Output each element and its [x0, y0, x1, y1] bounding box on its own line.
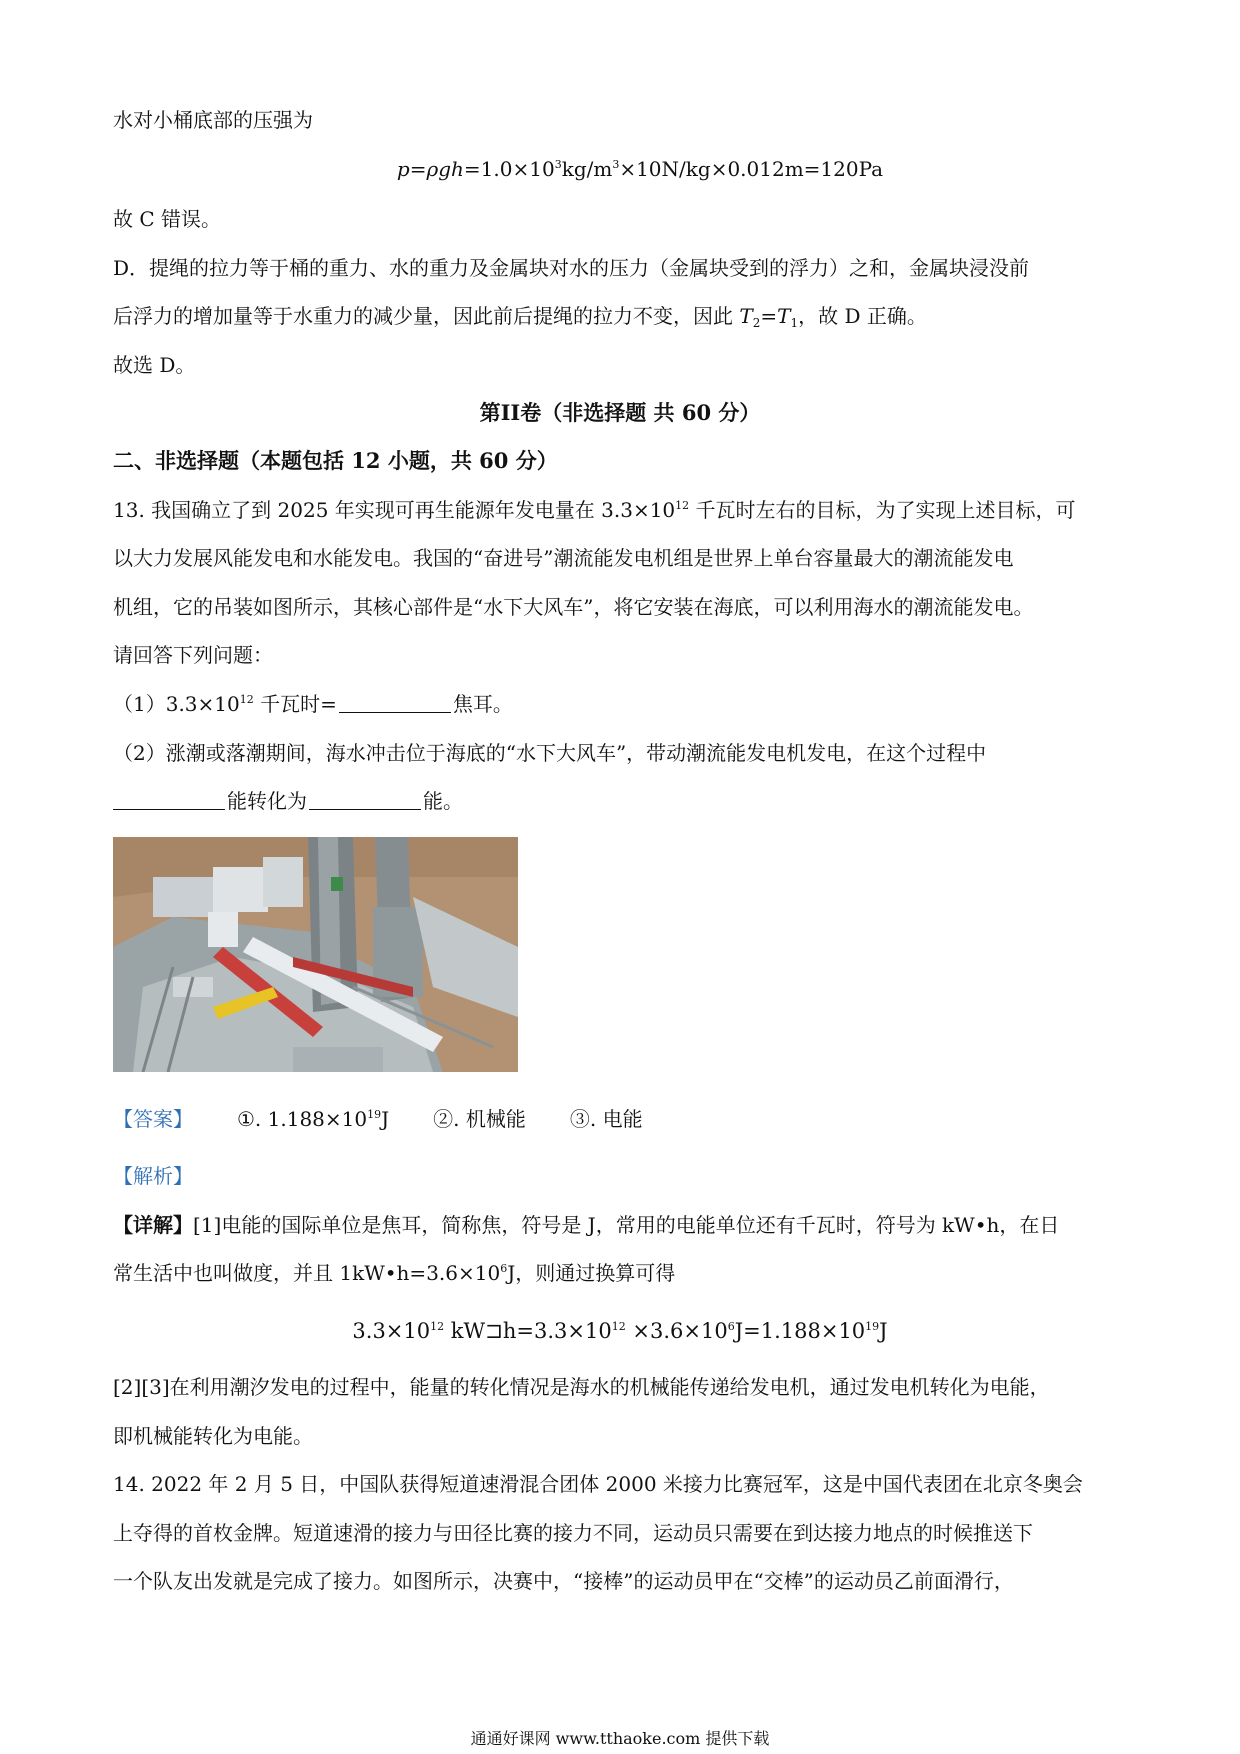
- answer-blank: [113, 789, 225, 810]
- q13-part2-line2: 能转化为 能。: [113, 787, 463, 815]
- text-line: D．提绳的拉力等于桶的重力、水的重力及金属块对水的压力（金属块受到的浮力）之和，金属块浸没前: [113, 256, 1030, 280]
- q13-line: 机组，它的吊装如图所示，其核心部件是“水下大风车”，将它安装在海底，可以利用海水的潮流能发电。: [113, 595, 1034, 619]
- text-line: 后浮力的增加量等于水重力的减少量，因此前后提绳的拉力不变，因此 $T_2=T_1$，故 D 正确。: [113, 304, 927, 330]
- answer-blank: [339, 692, 451, 713]
- detail-line: [2][3]在利用潮汐发电的过程中，能量的转化情况是海水的机械能传递给发电机，通过发电机转化为电能，: [113, 1375, 1050, 1399]
- answer-label: 【答案】: [113, 1107, 193, 1131]
- q13-line: 13. 我国确立了到 2025 年实现可再生能源年发电量在 $3.3\times 10^{12}$ 千瓦时左右的目标，为了实现上述目标，可: [113, 498, 1076, 522]
- answer-3: ③. 电能: [569, 1107, 643, 1131]
- conversion-formula: $3.3\times 10^{12}$ $kW⊐h=3.3\times 10^{12} \times 3.6\times 10^6J=1.188\times 10^{19}J$: [352, 1319, 888, 1343]
- volume-title: 第II卷（非选择题 共 60 分）: [479, 400, 761, 425]
- text-line: 故选 D。: [113, 353, 196, 377]
- detail-label: 【详解】: [113, 1213, 193, 1237]
- tidal-generator-photo: [113, 837, 518, 1072]
- q14-line: 上夺得的首枚金牌。短道速滑的接力与田径比赛的接力不同，运动员只需要在到达接力地点的时候推送下: [113, 1521, 1033, 1545]
- footer-source: 通通好课网 www.tthaoke.com 提供下载: [470, 1729, 770, 1748]
- q14-line: 14. 2022 年 2 月 5 日，中国队获得短道速滑混合团体 2000 米接力比赛冠军，这是中国代表团在北京冬奥会: [113, 1472, 1083, 1496]
- answer-2: ②. 机械能: [433, 1107, 526, 1131]
- q14-line: 一个队友出发就是完成了接力。如图所示，决赛中，“接棒”的运动员甲在“交棒”的运动员乙前面滑行，: [113, 1569, 1014, 1593]
- part-title: 二、非选择题（本题包括 12 小题，共 60 分）: [113, 448, 558, 473]
- answer-1: ①. $1.188\times 10^{19}J$: [237, 1107, 390, 1131]
- formula-pressure: $p=\rho gh=1.0\times 10^3kg/m^3\times 10N/kg\times 0.012m=120Pa$: [396, 157, 884, 181]
- answer-blank: [309, 789, 421, 810]
- q13-part2: （2）涨潮或落潮期间，海水冲击位于海底的“水下大风车”，带动潮流能发电机发电，在这个过程中: [113, 741, 987, 765]
- q13-line: 以大力发展风能发电和水能发电。我国的“奋进号”潮流能发电机组是世界上单台容量最大的潮流能发电: [113, 546, 1014, 570]
- text-line: 水对小桶底部的压强为: [113, 108, 313, 132]
- q13-part1: $(1)3.3\times 10^{12}$ 千瓦时= 焦耳。: [113, 692, 513, 716]
- detail-line: 【详解】[1]电能的国际单位是焦耳，简称焦，符号是 J，常用的电能单位还有千瓦时，符号为 kW•h，在日: [113, 1213, 1060, 1237]
- detail-line: 即机械能转化为电能。: [113, 1424, 313, 1448]
- q13-line: 请回答下列问题：: [113, 643, 273, 667]
- detail-line: 常生活中也叫做度，并且 $1kW•h=3.6\times 10^6J$，则通过换算可得: [113, 1261, 676, 1285]
- text-line: 故 C 错误。: [113, 207, 222, 231]
- answer-row: [113, 1105, 643, 1133]
- analysis-label: 【解析】: [113, 1164, 193, 1188]
